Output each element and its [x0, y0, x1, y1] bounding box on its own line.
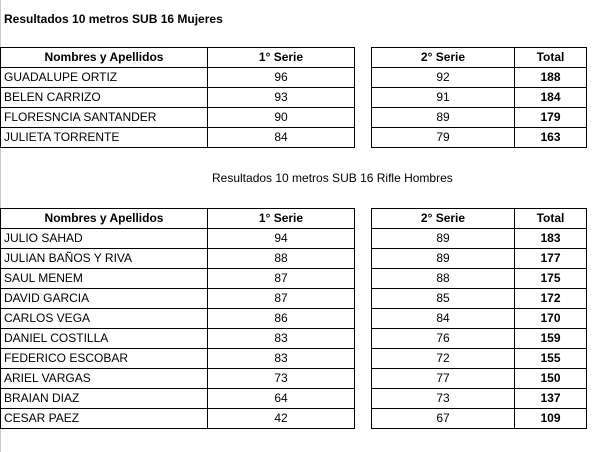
cell-serie2: 79 — [372, 128, 515, 148]
cell-serie2: 88 — [372, 269, 515, 289]
cell-name: DAVID GARCIA — [1, 289, 208, 309]
cell-total: 159 — [515, 329, 587, 349]
cell-serie2: 72 — [372, 349, 515, 369]
cell-name: CARLOS VEGA — [1, 309, 208, 329]
cell-serie1: 87 — [208, 289, 355, 309]
table-row — [372, 68, 587, 88]
cell-serie2: 73 — [372, 389, 515, 409]
table-row — [372, 289, 587, 309]
table-header-row — [1, 48, 355, 68]
table-row — [372, 108, 587, 128]
table-row — [1, 369, 355, 389]
cell-serie1: 83 — [208, 349, 355, 369]
table-row — [372, 229, 587, 249]
cell-name: SAUL MENEM — [1, 269, 208, 289]
section-title-mujeres: Resultados 10 metros SUB 16 Mujeres — [4, 12, 223, 26]
table-row — [372, 329, 587, 349]
cell-serie2: 92 — [372, 68, 515, 88]
cell-name: JULIETA TORRENTE — [1, 128, 208, 148]
cell-total: 175 — [515, 269, 587, 289]
cell-serie2: 67 — [372, 409, 515, 429]
table-row — [372, 249, 587, 269]
cell-serie1: 73 — [208, 369, 355, 389]
table-row — [372, 128, 587, 148]
results-table-mujeres-serie2 — [371, 47, 587, 148]
table-row — [1, 409, 355, 429]
table-header-row — [1, 209, 355, 229]
cell-name: BELEN CARRIZO — [1, 88, 208, 108]
table-row — [1, 229, 355, 249]
header-name: Nombres y Apellidos — [1, 209, 208, 229]
table-row — [1, 249, 355, 269]
cell-serie2: 84 — [372, 309, 515, 329]
header-name: Nombres y Apellidos — [1, 48, 208, 68]
table-row — [372, 88, 587, 108]
cell-total: 150 — [515, 369, 587, 389]
table-row — [372, 309, 587, 329]
table-header-row — [372, 209, 587, 229]
cell-serie2: 89 — [372, 108, 515, 128]
table-row — [372, 349, 587, 369]
cell-serie2: 89 — [372, 229, 515, 249]
cell-total: 183 — [515, 229, 587, 249]
cell-serie1: 96 — [208, 68, 355, 88]
cell-name: DANIEL COSTILLA — [1, 329, 208, 349]
cell-total: 179 — [515, 108, 587, 128]
table-row — [1, 68, 355, 88]
cell-serie1: 84 — [208, 128, 355, 148]
cell-serie1: 90 — [208, 108, 355, 128]
cell-total: 177 — [515, 249, 587, 269]
table-row — [1, 309, 355, 329]
section-title-hombres: Resultados 10 metros SUB 16 Rifle Hombres — [212, 171, 453, 185]
cell-name: FEDERICO ESCOBAR — [1, 349, 208, 369]
cell-serie1: 87 — [208, 269, 355, 289]
table-row — [1, 269, 355, 289]
cell-total: 137 — [515, 389, 587, 409]
cell-serie1: 64 — [208, 389, 355, 409]
table-row — [1, 349, 355, 369]
cell-serie1: 94 — [208, 229, 355, 249]
cell-total: 188 — [515, 68, 587, 88]
cell-serie1: 42 — [208, 409, 355, 429]
cell-name: JULIO SAHAD — [1, 229, 208, 249]
cell-name: GUADALUPE ORTIZ — [1, 68, 208, 88]
table-header-row — [372, 48, 587, 68]
results-table-mujeres-serie1 — [0, 47, 355, 148]
header-total: Total — [515, 209, 587, 229]
cell-total: 163 — [515, 128, 587, 148]
table-row — [1, 128, 355, 148]
cell-name: FLORESNCIA SANTANDER — [1, 108, 208, 128]
cell-total: 184 — [515, 88, 587, 108]
cell-serie2: 89 — [372, 249, 515, 269]
table-row — [372, 389, 587, 409]
table-row — [372, 409, 587, 429]
cell-serie2: 91 — [372, 88, 515, 108]
cell-serie1: 83 — [208, 329, 355, 349]
cell-total: 170 — [515, 309, 587, 329]
table-row — [1, 329, 355, 349]
cell-name: CESAR PAEZ — [1, 409, 208, 429]
table-row — [1, 88, 355, 108]
cell-total: 109 — [515, 409, 587, 429]
cell-serie1: 93 — [208, 88, 355, 108]
header-serie1: 1° Serie — [208, 209, 355, 229]
table-row — [1, 108, 355, 128]
cell-total: 155 — [515, 349, 587, 369]
cell-serie2: 76 — [372, 329, 515, 349]
header-total: Total — [515, 48, 587, 68]
cell-name: ARIEL VARGAS — [1, 369, 208, 389]
cell-serie2: 85 — [372, 289, 515, 309]
table-row — [1, 389, 355, 409]
table-row — [372, 369, 587, 389]
cell-serie1: 86 — [208, 309, 355, 329]
table-row — [1, 289, 355, 309]
header-serie2: 2° Serie — [372, 48, 515, 68]
cell-serie1: 88 — [208, 249, 355, 269]
table-row — [372, 269, 587, 289]
header-serie1: 1° Serie — [208, 48, 355, 68]
cell-serie2: 77 — [372, 369, 515, 389]
cell-name: JULIAN BAÑOS Y RIVA — [1, 249, 208, 269]
results-table-hombres-serie2 — [371, 208, 587, 429]
header-serie2: 2° Serie — [372, 209, 515, 229]
cell-name: BRAIAN DIAZ — [1, 389, 208, 409]
results-table-hombres-serie1 — [0, 208, 355, 429]
cell-total: 172 — [515, 289, 587, 309]
